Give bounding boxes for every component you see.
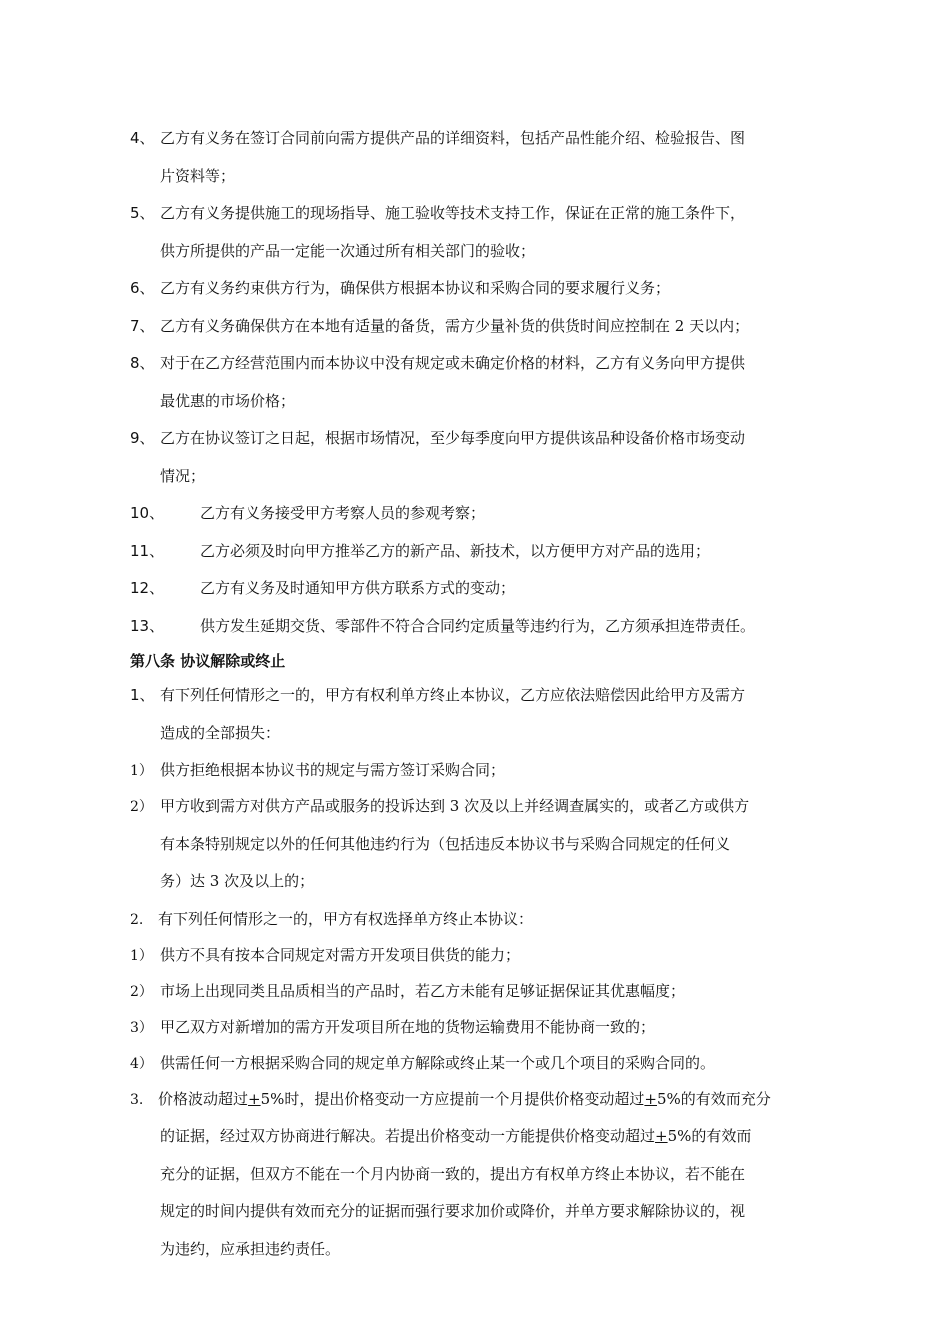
- item-text: 乙方有义务在签订合同前向需方提供产品的详细资料，包括产品性能介绍、检验报告、图: [160, 129, 746, 147]
- sub-item: [130, 1045, 830, 1081]
- obligation-item: [130, 270, 830, 308]
- clause-text: 5%的有效而充分: [656, 1089, 771, 1108]
- clause-text: 充分的证据，但双方不能在一个月内协商一致的，提出方有权单方终止本协议，若不能在: [160, 1164, 746, 1183]
- clause-text: 价格波动超过: [158, 1089, 249, 1108]
- clause-text: 为违约，应承担违约责任。: [160, 1239, 341, 1258]
- obligation-item: [130, 570, 830, 608]
- sub-number: 2）: [130, 983, 153, 1000]
- sub-number: 2）: [130, 799, 153, 815]
- sub-item: [130, 788, 830, 901]
- item-text: 乙方必须及时向甲方推举乙方的新产品、新技术，以方便甲方对产品的选用；: [200, 541, 711, 560]
- item-text: 乙方有义务约束供方行为，确保供方根据本协议和采购合同的要求履行义务；: [160, 279, 671, 297]
- sub-item: [130, 973, 830, 1009]
- sub-item: [130, 937, 830, 973]
- item-text: 乙方在协议签订之日起，根据市场情况，至少每季度向甲方提供该品种设备价格市场变动: [160, 429, 746, 447]
- sub-text: 市场上出现同类且品质相当的产品时，若乙方未能有足够证据保证其优惠幅度；: [160, 981, 686, 1000]
- sub-item: [130, 752, 830, 788]
- obligation-item: [130, 345, 830, 420]
- clause-item: [130, 1081, 830, 1269]
- sub-number: 1）: [130, 947, 153, 964]
- clause-number: 1、: [130, 686, 155, 704]
- sub-text: 甲方收到需方对供方产品或服务的投诉达到 3 次及以上并经调查属实的，或者乙方或供方: [160, 797, 750, 815]
- item-number: 13、: [130, 616, 165, 635]
- clause-item: [130, 901, 830, 937]
- item-number: 9、: [130, 429, 155, 447]
- page-content: [130, 120, 830, 1268]
- clause-text: 造成的全部损失：: [160, 723, 281, 742]
- item-text: 最优惠的市场价格；: [160, 391, 296, 410]
- item-number: 12、: [130, 579, 165, 597]
- item-text: 对于在乙方经营范围内而本协议中没有规定或未确定价格的材料，乙方有义务向甲方提供: [160, 354, 746, 372]
- item-text: 乙方有义务接受甲方考察人员的参观考察；: [200, 504, 486, 522]
- item-text: 乙方有义务提供施工的现场指导、施工验收等技术支持工作，保证在正常的施工条件下，: [160, 204, 746, 222]
- obligation-item: [130, 495, 830, 533]
- item-number: 8、: [130, 354, 155, 372]
- sub-number: 3）: [130, 1019, 153, 1036]
- obligation-item: [130, 308, 830, 346]
- obligation-item: [130, 420, 830, 495]
- item-number: 5、: [130, 204, 155, 222]
- obligation-item: [130, 195, 830, 270]
- item-number: 4、: [130, 129, 155, 147]
- sub-text: 有本条特别规定以外的任何其他违约行为（包括违反本协议书与采购合同规定的任何义: [160, 834, 731, 853]
- clause-text: 5%时，提出价格变动一方应提前一个月提供价格变动超过: [260, 1089, 645, 1108]
- clause-number: 3.: [130, 1091, 144, 1108]
- sub-text: 甲乙双方对新增加的需方开发项目所在地的货物运输费用不能协商一致的；: [160, 1017, 656, 1036]
- item-text: 乙方有义务及时通知甲方供方联系方式的变动；: [200, 579, 516, 597]
- item-text: 乙方有义务确保供方在本地有适量的备货，需方少量补货的供货时间应控制在 2 天以内；: [160, 316, 750, 335]
- sub-text: 供需任何一方根据采购合同的规定单方解除或终止某一个或几个项目的采购合同的。: [160, 1053, 716, 1072]
- clause-text: 有下列任何情形之一的，甲方有权利单方终止本协议，乙方应依法赔偿因此给甲方及需方: [160, 686, 746, 704]
- plus-minus-sign: +: [644, 1089, 657, 1108]
- clause-item: [130, 677, 830, 752]
- sub-text: 供方拒绝根据本协议书的规定与需方签订采购合同；: [160, 761, 506, 779]
- item-text: 片资料等；: [160, 166, 236, 185]
- obligation-item: [130, 120, 830, 195]
- clause-text: 的证据，经过双方协商进行解决。若提出价格变动一方能提供价格变动超过: [160, 1127, 656, 1145]
- sub-number: 4）: [130, 1055, 153, 1072]
- obligation-item: [130, 608, 830, 646]
- obligation-item: [130, 533, 830, 571]
- item-number: 11、: [130, 541, 165, 560]
- sub-text: 务）达 3 次及以上的；: [160, 872, 315, 890]
- item-number: 7、: [130, 316, 155, 335]
- plus-minus-sign: +: [655, 1127, 668, 1145]
- sub-number: 1）: [130, 763, 153, 779]
- clause-text: 5%的有效而: [667, 1127, 752, 1145]
- item-text: 供方所提供的产品一定能一次通过所有相关部门的验收；: [160, 241, 536, 260]
- item-text: 供方发生延期交货、零部件不符合合同约定质量等违约行为，乙方须承担连带责任。: [200, 616, 756, 635]
- clause-text: 有下列任何情形之一的，甲方有权选择单方终止本协议：: [158, 909, 534, 928]
- item-number: 6、: [130, 279, 155, 297]
- sub-text: 供方不具有按本合同规定对需方开发项目供货的能力；: [160, 945, 521, 964]
- item-number: 10、: [130, 504, 165, 522]
- clause-number: 2.: [130, 911, 144, 928]
- section-heading: 第八条 协议解除或终止: [130, 652, 286, 670]
- clause-text: 规定的时间内提供有效而充分的证据而强行要求加价或降价，并单方要求解除协议的，视: [160, 1202, 746, 1220]
- sub-item: [130, 1009, 830, 1045]
- item-text: 情况；: [160, 466, 206, 485]
- plus-minus-sign: +: [248, 1089, 261, 1108]
